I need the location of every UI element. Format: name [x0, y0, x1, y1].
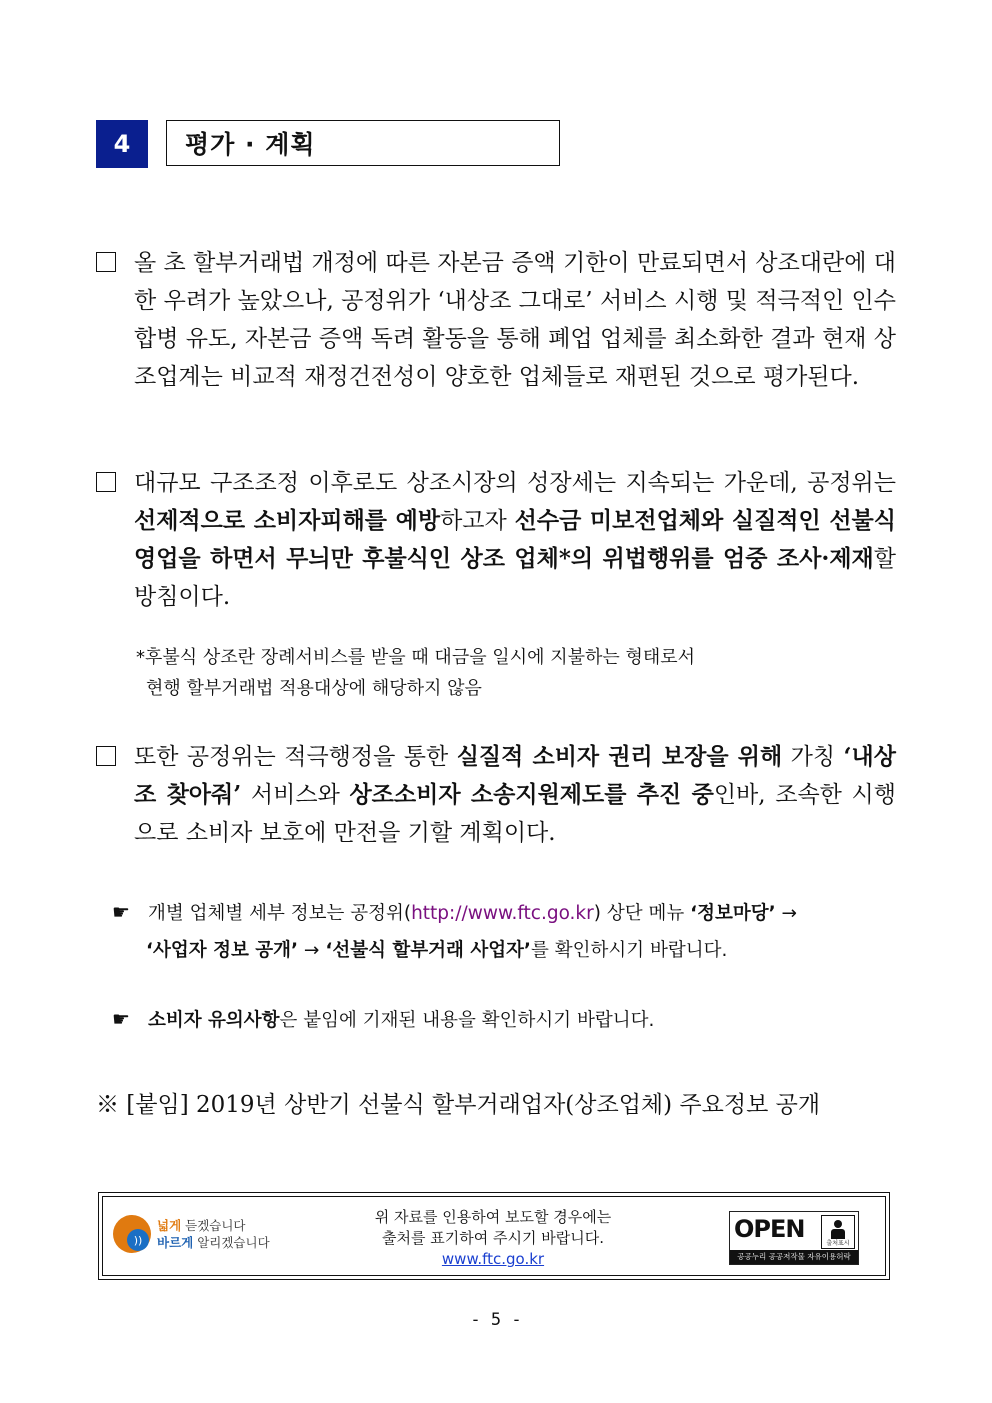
paragraph-2	[96, 464, 896, 616]
paragraph-3	[96, 738, 896, 852]
ftc-url-link[interactable]: http://www.ftc.go.kr	[411, 903, 594, 924]
page-number: - 5 -	[470, 1310, 522, 1330]
ftc-logo-icon: ))	[113, 1215, 151, 1253]
paragraph-1-text: 올 초 할부거래법 개정에 따른 자본금 증액 기한이 만료되면서 상조대란에 대한 우려가 높았으나, 공정위가 ‘내상조 그대로’ 서비스 시행 및 적극적인 인수합병 유도, 자본금 증액 독려 활동을 통해 폐업 업체를 최소화한 결과 현재 상조업계는 비교적 재정건전성이 양호한 업체들로 재편된 것으로 평가된다.	[134, 250, 896, 390]
tip-1: ☛ 개별 업체별 세부 정보는 공정위(http://www.ftc.go.kr) 상단 메뉴 ‘정보마당’ → ‘사업자 정보 공개’ → ‘선불식 할부거래 사업자’를 확인하시기 바랍니다.	[112, 894, 892, 969]
footnote-line-1: *후불식 상조란 장례서비스를 받을 때 대금을 일시에 지불하는 형태로서	[136, 647, 696, 668]
tip-2: ☛ 소비자 유의사항은 붙임에 기재된 내용을 확인하시기 바랍니다.	[112, 1001, 892, 1039]
footnote	[136, 642, 896, 704]
paragraph-3-text: 또한 공정위는 적극행정을 통한 실질적 소비자 권리 보장을 위해 가칭 ‘내상조 찾아줘’ 서비스와 상조소비자 소송지원제도를 추진 중인바, 조속한 시행으로 소비자 보호에 만전을 기할 계획이다.	[134, 743, 896, 846]
attachment-note: ※ [붙임] 2019년 상반기 선불식 할부거래업자(상조업체) 주요정보 공개	[96, 1092, 821, 1118]
checkbox-square-icon	[96, 472, 116, 492]
section-number: 4	[96, 120, 148, 168]
section-title: 평가 · 계획	[166, 120, 560, 166]
ftc-logo: )) 넓게 듣겠습니다 바르게 알리겠습니다	[113, 1215, 270, 1253]
paragraph-2-text: 대규모 구조조정 이후로도 상조시장의 성장세는 지속되는 가운데, 공정위는 선제적으로 소비자피해를 예방하고자 선수금 미보전업체와 실질적인 선불식 영업을 하면서 무늬만 후불식인 상조 업체*의 위법행위를 엄중 조사·제재할 방침이다.	[134, 470, 896, 610]
paragraph-1	[96, 244, 896, 396]
pointing-hand-icon: ☛	[112, 900, 130, 924]
citation-notice: 위 자료를 인용하여 보도할 경우에는 출처를 표기하여 주시기 바랍니다. www.ftc.go.kr	[303, 1207, 683, 1270]
footer-box	[98, 1192, 890, 1280]
pointing-hand-icon: ☛	[112, 1007, 130, 1031]
kogl-open-license-logo: OPEN 출처표시 공공누리 공공저작물 자유이용허락	[729, 1211, 859, 1265]
footnote-line-2: 현행 할부거래법 적용대상에 해당하지 않음	[146, 678, 482, 699]
ftc-website-link[interactable]: www.ftc.go.kr	[441, 1250, 545, 1268]
attribution-person-icon: 출처표시	[821, 1215, 855, 1249]
checkbox-square-icon	[96, 252, 116, 272]
checkbox-square-icon	[96, 746, 116, 766]
